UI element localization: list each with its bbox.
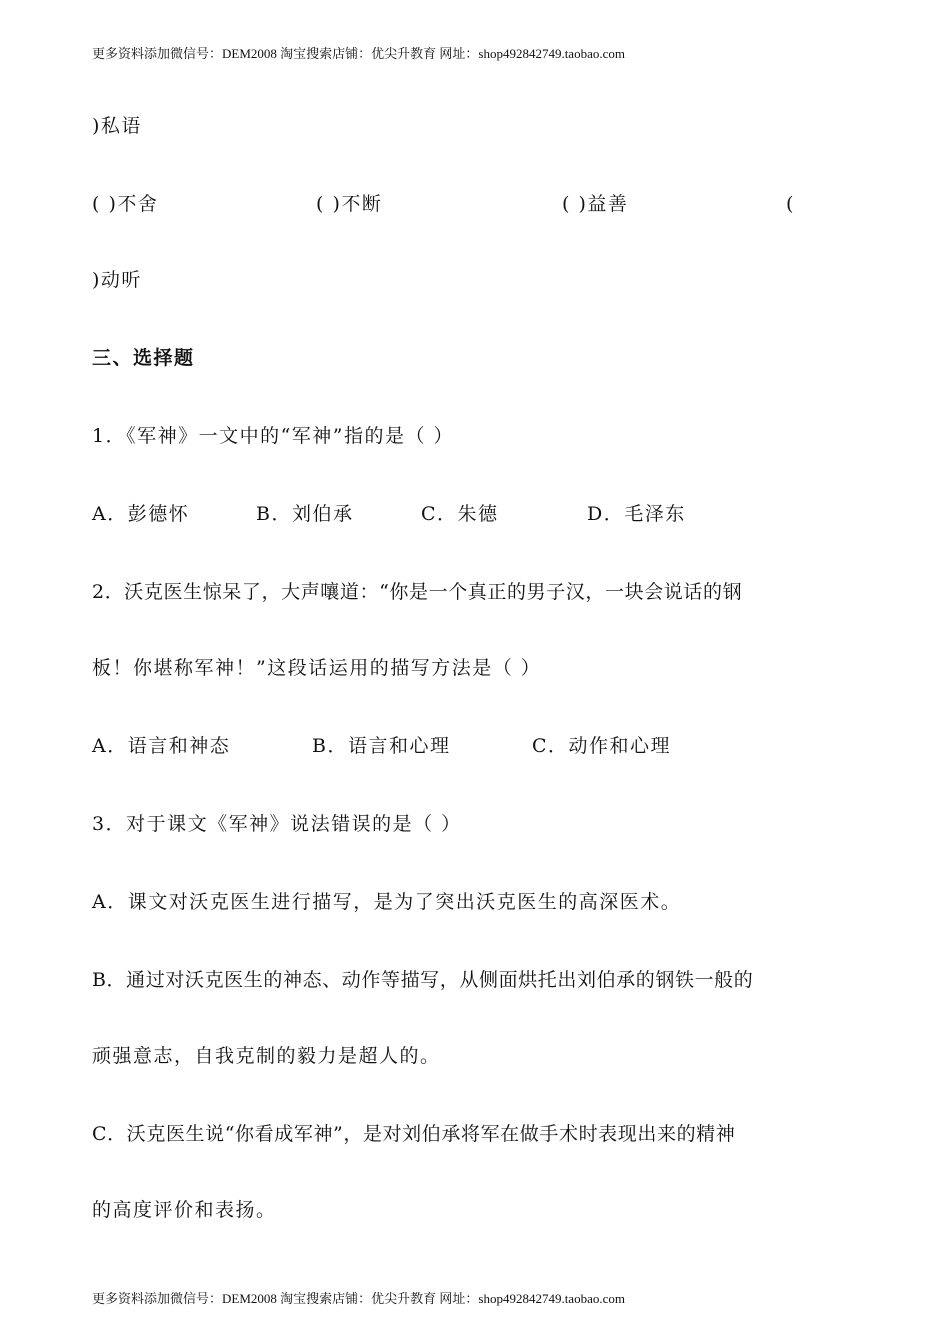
q3-option-b-line-2: 顽强意志，自我克制的毅力是超人的。 <box>92 1045 441 1067</box>
q2-option-a: A．语言和神态 <box>92 735 231 757</box>
page-header: 更多资料添加微信号：DEM2008 淘宝搜索店铺：优尖升教育 网址：shop492842749.taobao.com <box>92 46 625 61</box>
q2-options-row <box>0 733 950 759</box>
q1-stem: 1．《军神》一文中的“军神”指的是（ ） <box>92 425 455 447</box>
q2-option-b: B．语言和心理 <box>312 735 451 757</box>
q1-option-a: A．彭德怀 <box>92 503 190 525</box>
q3-option-b-line-1: B．通过对沃克医生的神态、动作等描写，从侧面烘托出刘伯承的钢铁一般的 <box>92 969 754 991</box>
q1-option-d: D．毛泽东 <box>587 503 686 525</box>
fill-line-3: )动听 <box>92 269 142 291</box>
q1-option-b: B．刘伯承 <box>256 503 354 525</box>
q3-stem: 3．对于课文《军神》说法错误的是（ ） <box>92 813 462 835</box>
fill-item-bushe: ( )不舍 <box>92 193 159 215</box>
section-title: 三、选择题 <box>92 347 195 369</box>
q2-stem-line-1: 2．沃克医生惊呆了，大声嚷道：“你是一个真正的男子汉，一块会说话的钢 <box>92 581 743 603</box>
page-footer: 更多资料添加微信号：DEM2008 淘宝搜索店铺：优尖升教育 网址：shop492842749.taobao.com <box>92 1291 625 1306</box>
fill-line-1: )私语 <box>92 115 142 137</box>
fill-item-yishan: ( )益善 <box>562 193 629 215</box>
q3-option-a: A．课文对沃克医生进行描写，是为了突出沃克医生的高深医术。 <box>92 891 682 913</box>
q1-options-row <box>0 501 950 527</box>
fill-item-buduan: ( )不断 <box>316 193 383 215</box>
q3-option-c-line-2: 的高度评价和表扬。 <box>92 1199 277 1221</box>
q2-option-c: C．动作和心理 <box>532 735 672 757</box>
q2-stem-line-2: 板！你堪称军神！”这段话运用的描写方法是（ ） <box>92 657 542 679</box>
q3-option-c-line-1: C．沃克医生说“你看成军神”，是对刘伯承将军在做手术时表现出来的精神 <box>92 1123 736 1145</box>
fill-items-row <box>0 191 950 217</box>
fill-item-open-paren: ( <box>786 193 795 215</box>
q1-option-c: C．朱德 <box>421 503 499 525</box>
